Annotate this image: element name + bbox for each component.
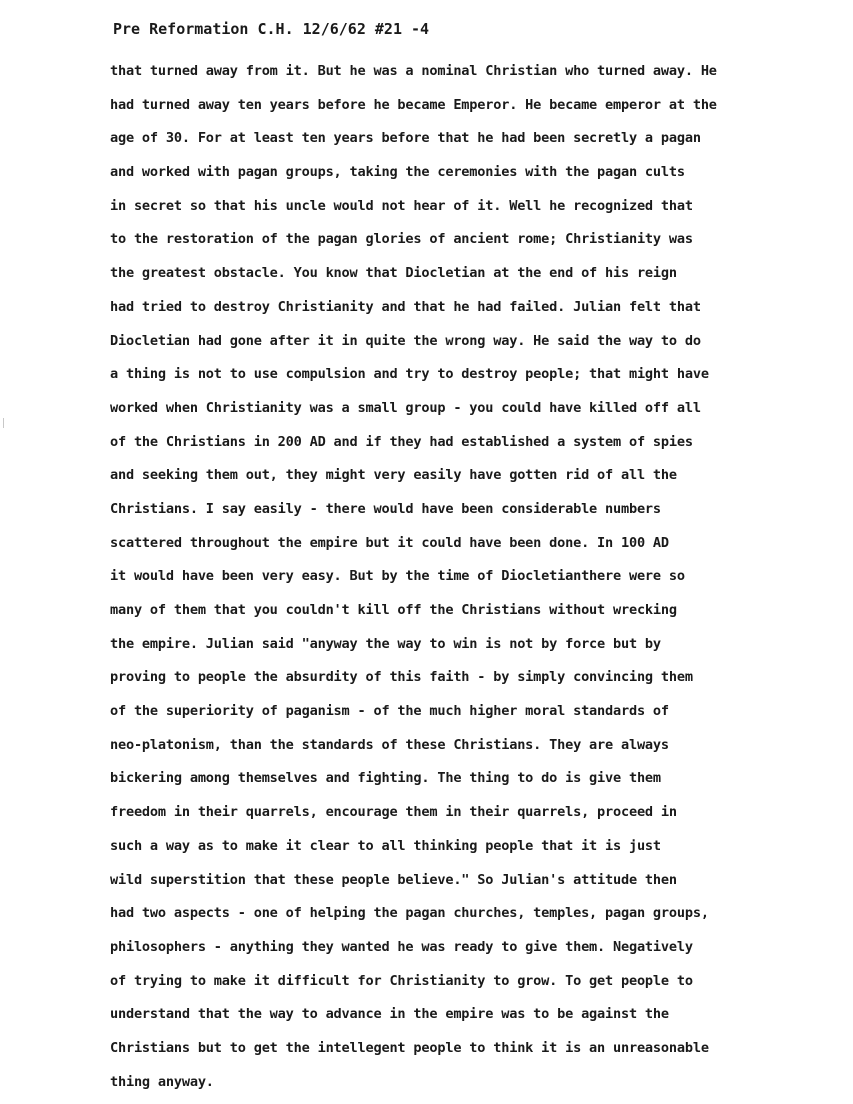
text-line: many of them that you couldn't kill off the Christians without wrecking [110, 602, 677, 618]
text-line: and worked with pagan groups, taking the ceremonies with the pagan cults [110, 164, 685, 181]
text-line: of trying to make it difficult for Christianity to grow. To get people to [110, 972, 693, 989]
text-line: had tried to destroy Christianity and that he had failed. Julian felt that [110, 298, 701, 315]
text-line: bickering among themselves and fighting. The thing to do is give them [110, 770, 661, 787]
margin-mark [3, 418, 4, 428]
text-line: the empire. Julian said "anyway the way to win is not by force but by [110, 635, 661, 652]
text-line: it would have been very easy. But by the time of Diocletianthere were so [110, 568, 685, 585]
text-line: of the superiority of paganism - of the much higher moral standards of [110, 703, 669, 720]
text-line: had turned away ten years before he became Emperor. He became emperor at the [110, 96, 717, 113]
text-line: that turned away from it. But he was a nominal Christian who turned away. He [110, 63, 717, 79]
text-line: thing anyway. [110, 1073, 214, 1090]
text-line: neo-platonism, than the standards of these Christians. They are always [110, 736, 669, 753]
text-line: proving to people the absurdity of this faith - by simply convincing them [110, 669, 693, 686]
text-line: the greatest obstacle. You know that Diocletian at the end of his reign [110, 265, 677, 282]
text-line: a thing is not to use compulsion and try to destroy people; that might have [110, 366, 709, 383]
text-line: in secret so that his uncle would not hear of it. Well he recognized that [110, 197, 693, 214]
text-line: freedom in their quarrels, encourage them in their quarrels, proceed in [110, 804, 677, 821]
body-text [110, 60, 810, 1104]
text-line: Diocletian had gone after it in quite the wrong way. He said the way to do [110, 332, 701, 349]
text-line: Christians but to get the intellegent people to think it is an unreasonable [110, 1039, 709, 1056]
text-line: and seeking them out, they might very easily have gotten rid of all the [110, 467, 677, 484]
page-header: Pre Reformation C.H. 12/6/62 #21 -4 [113, 20, 430, 38]
text-line: Christians. I say easily - there would have been considerable numbers [110, 500, 661, 517]
text-line: philosophers - anything they wanted he was ready to give them. Negatively [110, 938, 693, 955]
text-line: to the restoration of the pagan glories of ancient rome; Christianity was [110, 231, 693, 248]
text-line: scattered throughout the empire but it could have been done. In 100 AD [110, 534, 669, 551]
text-line: age of 30. For at least ten years before that he had been secretly a pagan [110, 130, 701, 147]
text-line: worked when Christianity was a small group - you could have killed off all [110, 399, 701, 416]
text-line: understand that the way to advance in the empire was to be against the [110, 1006, 669, 1023]
text-line: of the Christians in 200 AD and if they had established a system of spies [110, 433, 693, 450]
text-line: wild superstition that these people believe." So Julian's attitude then [110, 871, 677, 888]
text-line: had two aspects - one of helping the pagan churches, temples, pagan groups, [110, 905, 709, 922]
text-line: such a way as to make it clear to all thinking people that it is just [110, 837, 661, 854]
